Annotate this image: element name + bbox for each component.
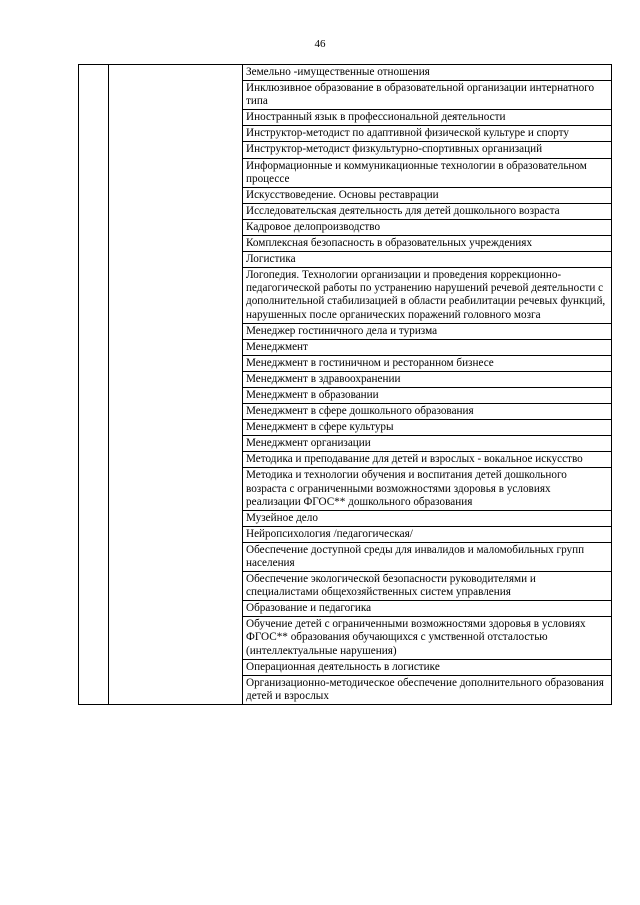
program-name-cell: Иностранный язык в профессиональной деятельности [243, 110, 612, 126]
program-name-cell: Инструктор-методист физкультурно-спортивных организаций [243, 142, 612, 158]
program-name-cell: Кадровое делопроизводство [243, 219, 612, 235]
program-name-cell: Логопедия. Технологии организации и проведения коррекционно-педагогической работы по устранению нарушений речевой деятельности с дополнительной стабилизацией в области реабилитации речевых функций, нарушенных после органических поражений головного мозга [243, 268, 612, 323]
program-name-cell: Менеджер гостиничного дела и туризма [243, 323, 612, 339]
program-name-cell: Менеджмент в гостиничном и ресторанном бизнесе [243, 355, 612, 371]
program-name-cell: Организационно-методическое обеспечение дополнительного образования детей и взрослых [243, 675, 612, 704]
category-cell [109, 65, 243, 705]
programs-table-body [79, 65, 612, 705]
program-name-cell: Обучение детей с ограниченными возможностями здоровья в условиях ФГОС** образования обучающихся с умственной отсталостью (интеллектуальные нарушения) [243, 617, 612, 659]
program-name-cell: Исследовательская деятельность для детей дошкольного возраста [243, 203, 612, 219]
program-name-cell: Нейропсихология /педагогическая/ [243, 526, 612, 542]
program-name-cell: Методика и преподавание для детей и взрослых - вокальное искусство [243, 452, 612, 468]
program-name-cell: Операционная деятельность в логистике [243, 659, 612, 675]
program-name-cell: Менеджмент в сфере культуры [243, 420, 612, 436]
program-name-cell: Обеспечение доступной среды для инвалидов и маломобильных групп населения [243, 542, 612, 571]
program-name-cell: Земельно -имущественные отношения [243, 65, 612, 81]
page-number: 46 [314, 38, 326, 50]
program-name-cell: Информационные и коммуникационные технологии в образовательном процессе [243, 158, 612, 187]
program-name-cell: Менеджмент в здравоохранении [243, 371, 612, 387]
table-row [79, 65, 612, 81]
program-name-cell: Искусствоведение. Основы реставрации [243, 187, 612, 203]
program-name-cell: Менеджмент в образовании [243, 387, 612, 403]
program-name-cell: Комплексная безопасность в образовательных учреждениях [243, 236, 612, 252]
program-name-cell: Музейное дело [243, 510, 612, 526]
program-name-cell: Инклюзивное образование в образовательной организации интернатного типа [243, 81, 612, 110]
number-cell [79, 65, 109, 705]
program-name-cell: Образование и педагогика [243, 601, 612, 617]
program-name-cell: Менеджмент [243, 339, 612, 355]
program-name-cell: Методика и технологии обучения и воспитания детей дошкольного возраста с ограниченными возможностями здоровья в условиях реализации ФГОС** дошкольного образования [243, 468, 612, 510]
program-name-cell: Инструктор-методист по адаптивной физической культуре и спорту [243, 126, 612, 142]
program-name-cell: Менеджмент в сфере дошкольного образования [243, 404, 612, 420]
program-name-cell: Логистика [243, 252, 612, 268]
program-name-cell: Обеспечение экологической безопасности руководителями и специалистами общехозяйственных систем управления [243, 572, 612, 601]
program-name-cell: Менеджмент организации [243, 436, 612, 452]
programs-table [78, 64, 612, 705]
